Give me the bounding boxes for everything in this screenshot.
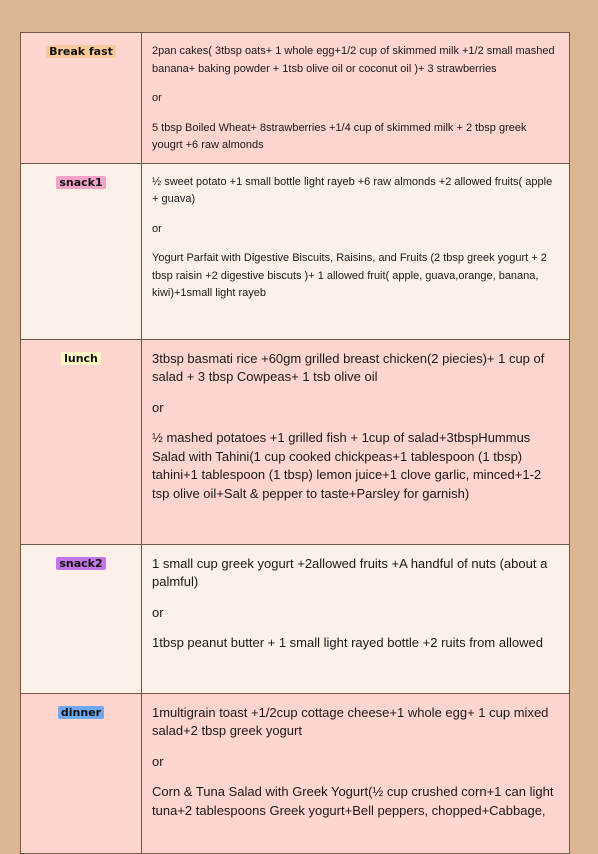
meal-label-snack1: snack1 xyxy=(56,176,105,189)
meal-row-snack1 xyxy=(21,163,570,339)
meal-option-2: ½ mashed potatoes +1 grilled fish + 1cup of salad+3tbspHummus Salad with Tahini(1 cup cooked chickpeas+1 tablespoon (1 tbsp) tahini+1 tablespoon (1 tbsp) lemon juice+1 clove garlic, minced+1-2 tsp olive oil+Salt & pepper to taste+Parsley for garnish) xyxy=(152,430,542,501)
meal-row-breakfast xyxy=(21,33,570,164)
meal-plan-table xyxy=(20,32,570,854)
meal-option-1: 1 small cup greek yogurt +2allowed fruits +A handful of nuts (about a palmful) xyxy=(152,555,548,589)
meal-row-dinner xyxy=(21,693,570,853)
meal-option-1: 3tbsp basmati rice +60gm grilled breast chicken(2 piecies)+ 1 cup of salad + 3 tbsp Cowpeas+ 1 tsb olive oil xyxy=(152,350,545,384)
meal-option-1: 2pan cakes( 3tbsp oats+ 1 whole egg+1/2 cup of skimmed milk +1/2 small mashed banana+ baking powder + 1tsb olive oil or coconut oil )+ 3 strawberries xyxy=(152,45,555,75)
or-separator: or xyxy=(152,399,164,415)
meal-row-snack2 xyxy=(21,544,570,693)
meal-option-2: 1tbsp peanut butter + 1 small light rayed bottle +2 ruits from allowed xyxy=(152,635,543,650)
meal-option-1: 1multigrain toast +1/2cup cottage cheese+1 whole egg+ 1 cup mixed salad+2 tbsp greek yogurt xyxy=(152,704,549,738)
meal-label-snack2: snack2 xyxy=(56,557,105,570)
meal-option-1: ½ sweet potato +1 small bottle light rayeb +6 raw almonds +2 allowed fruits( apple + guava) xyxy=(152,175,553,205)
meal-label-breakfast: Break fast xyxy=(46,45,116,58)
or-separator: or xyxy=(152,604,164,620)
or-separator: or xyxy=(152,222,162,235)
meal-row-lunch xyxy=(21,339,570,544)
or-separator: or xyxy=(152,92,162,104)
meal-option-2: Yogurt Parfait with Digestive Biscuits, Raisins, and Fruits (2 tbsp greek yogurt + 2 tbsp raisin +2 digestive biscuts )+ 1 allowed fruit( apple, guava,orange, banana, kiwi)+1small light rayeb xyxy=(152,252,547,299)
meal-label-lunch: lunch xyxy=(61,352,101,365)
meal-label-dinner: dinner xyxy=(58,706,104,719)
meal-option-2: Corn & Tuna Salad with Greek Yogurt(½ cup crushed corn+1 can light tuna+2 tablespoons Greek yogurt+Bell peppers, chopped+Cabbage, xyxy=(152,784,554,818)
meal-option-2: 5 tbsp Boiled Wheat+ 8strawberries +1/4 cup of skimmed milk + 2 tbsp greek yougrt +6 raw almonds xyxy=(152,121,527,151)
or-separator: or xyxy=(152,753,164,769)
